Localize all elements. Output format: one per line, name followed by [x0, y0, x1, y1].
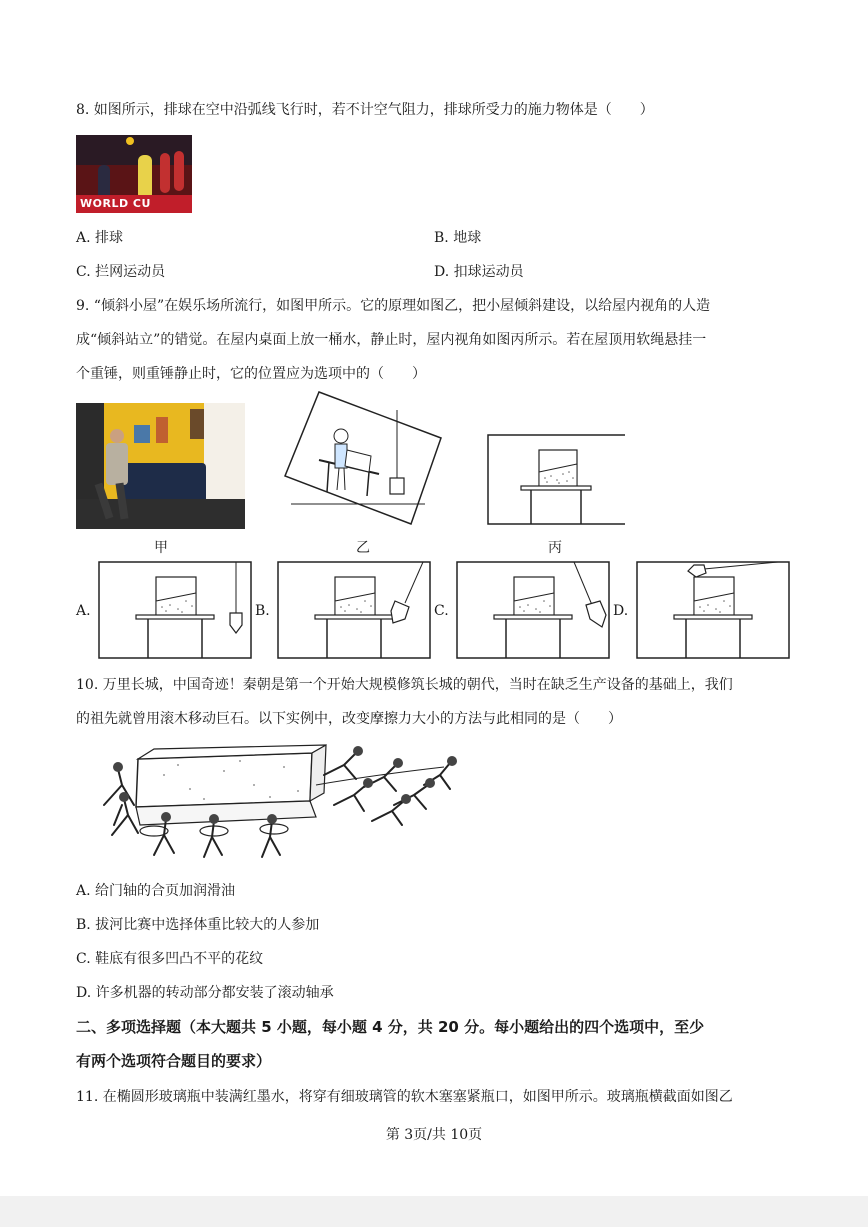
q8-stem: 8. 如图所示，排球在空中沿弧线飞行时，若不计空气阻力，排球所受力的施力物体是（ ）: [76, 102, 654, 118]
q9-stem-line-3: 个重锤，则重锤静止时，它的位置应为选项中的（ ）: [76, 366, 426, 382]
q10-option-b: B. 拔河比赛中选择体重比较大的人参加: [76, 917, 320, 933]
q9-option-a-diagram: [98, 561, 252, 659]
q10-option-d: D. 许多机器的转动部分都安装了滚动轴承: [76, 985, 334, 1001]
q9-option-b-label: B.: [255, 603, 270, 619]
q9-option-d-label: D.: [613, 603, 629, 619]
q9-option-b-diagram: [277, 561, 431, 659]
photo-banner-text: WORLD CU: [80, 197, 151, 210]
q9-option-d-diagram: [636, 561, 790, 659]
tilted-house-photo: [76, 403, 245, 529]
q9-stem-line-2: 成“倾斜站立”的错觉。在屋内桌面上放一桶水，静止时，屋内视角如图丙所示。若在屋顶用软绳悬挂一: [76, 332, 707, 348]
level-view-diagram: [487, 434, 627, 526]
caption-yi: 乙: [356, 540, 370, 556]
q10-option-a: A. 给门轴的合页加润滑油: [76, 883, 236, 899]
bottom-margin-strip: [0, 1196, 868, 1227]
q10-stem-line-2: 的祖先就曾用滚木移动巨石。以下实例中，改变摩擦力大小的方法与此相同的是（ ）: [76, 711, 622, 727]
caption-jia: 甲: [154, 540, 168, 556]
q8-option-c: C. 拦网运动员: [76, 264, 166, 280]
page-number: 第 3页/共 10页: [385, 1127, 483, 1143]
q9-stem-line-1: 9. “倾斜小屋”在娱乐场所流行，如图甲所示。它的原理如图乙，把小屋倾斜建设，以给屋内视角的人造: [76, 298, 711, 314]
rolling-logs-illustration: [94, 745, 454, 863]
q8-option-d: D. 扣球运动员: [434, 264, 524, 280]
section-2-heading-line-1: 二、多项选择题（本大题共 5 小题，每小题 4 分，共 20 分。每小题给出的四个选项中，至少: [76, 1018, 705, 1036]
q10-option-c: C. 鞋底有很多凹凸不平的花纹: [76, 951, 264, 967]
q10-stem-line-1: 10. 万里长城，中国奇迹！秦朝是第一个开始大规模修筑长城的朝代，当时在缺乏生产设备的基础上，我们: [76, 677, 733, 693]
caption-bing: 丙: [548, 540, 562, 556]
q8-option-b: B. 地球: [434, 230, 482, 246]
q9-option-c-label: C.: [434, 603, 449, 619]
q11-stem: 11. 在椭圆形玻璃瓶中装满红墨水，将穿有细玻璃管的软木塞塞紧瓶口，如图甲所示。玻璃瓶横截面如图乙: [76, 1089, 733, 1105]
section-2-heading-line-2: 有两个选项符合题目的要求）: [76, 1052, 272, 1070]
volleyball-photo: [76, 135, 192, 213]
tilted-house-diagram: [285, 392, 445, 527]
q9-option-c-diagram: [456, 561, 610, 659]
q9-option-a-label: A.: [76, 603, 91, 619]
q8-option-a: A. 排球: [76, 230, 124, 246]
